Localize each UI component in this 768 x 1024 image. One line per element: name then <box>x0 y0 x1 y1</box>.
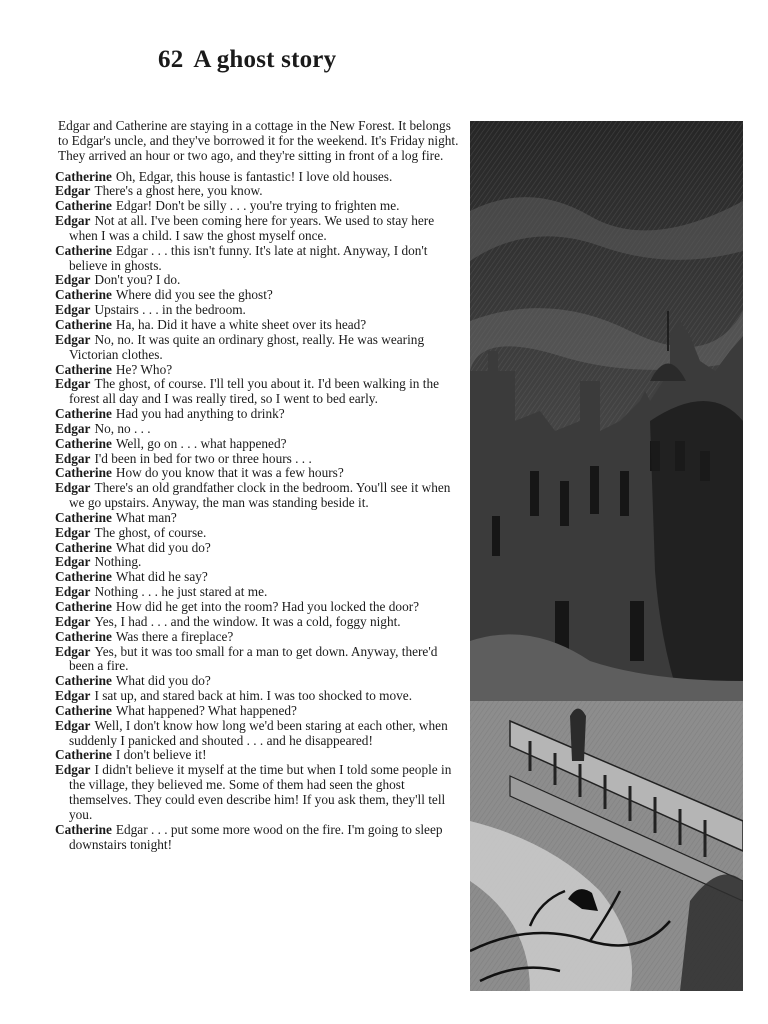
dialogue-line <box>55 244 463 274</box>
dialogue-line <box>55 719 463 749</box>
speaker-name: Edgar <box>55 302 91 318</box>
dialogue-line <box>55 645 463 675</box>
dialogue-line <box>55 511 463 526</box>
speaker-name: Catherine <box>55 361 112 377</box>
speaker-name: Edgar <box>55 688 91 704</box>
dialogue-line <box>55 466 463 481</box>
line-text: Not at all. I've been coming here for years. We used to stay here when I was a child. I saw the ghost myself once. <box>69 213 435 243</box>
speaker-name: Catherine <box>55 198 112 214</box>
line-text: Edgar! Don't be silly . . . you're trying to frighten me. <box>115 198 400 214</box>
line-text: There's an old grandfather clock in the bedroom. You'll see it when we go upstairs. Anyway, the man was standing beside it. <box>69 480 451 511</box>
line-text: No, no. It was quite an ordinary ghost, really. He was wearing Victorian clothes. <box>69 331 425 362</box>
speaker-name: Catherine <box>55 539 112 555</box>
dialogue-line <box>55 585 463 600</box>
speaker-name: Edgar <box>55 554 91 570</box>
dialogue-line <box>55 377 463 407</box>
dialogue-line <box>55 748 463 763</box>
line-text: No, no . . . <box>94 420 151 436</box>
line-text: Don't you? I do. <box>94 272 181 288</box>
engraving <box>470 121 743 991</box>
dialogue-line <box>55 437 463 452</box>
speaker-name: Catherine <box>55 569 112 585</box>
dialogue-line <box>55 184 463 199</box>
speaker-name: Catherine <box>55 287 112 303</box>
line-text: Yes, I had . . . and the window. It was a cold, foggy night. <box>94 613 401 629</box>
dialogue-line <box>55 704 463 719</box>
line-text: Edgar . . . put some more wood on the fire. I'm going to sleep downstairs tonight! <box>69 821 443 852</box>
dialogue-line <box>55 600 463 615</box>
line-text: Well, I don't know how long we'd been staring at each other, when suddenly I panicked and shouted . . . and he disappeared! <box>69 717 448 748</box>
dialogue-line <box>55 481 463 511</box>
speaker-name: Catherine <box>55 673 112 689</box>
speaker-name: Catherine <box>55 316 112 332</box>
speaker-name: Edgar <box>55 450 91 466</box>
dialogue-line <box>55 214 463 244</box>
dialogue-line <box>55 363 463 378</box>
dialogue-line <box>55 823 463 853</box>
page-title <box>158 46 336 74</box>
line-text: How do you know that it was a few hours? <box>115 465 344 481</box>
speaker-name: Edgar <box>55 376 91 392</box>
unit-title: A ghost story <box>193 46 337 73</box>
line-text: Had you had anything to drink? <box>115 406 285 422</box>
line-text: He? Who? <box>115 361 173 377</box>
speaker-name: Edgar <box>55 420 91 436</box>
speaker-name: Edgar <box>55 331 91 347</box>
speaker-name: Edgar <box>55 183 91 199</box>
speaker-name: Catherine <box>55 821 112 837</box>
line-text: I don't believe it! <box>115 747 207 763</box>
line-text: What did you do? <box>115 673 211 689</box>
speaker-name: Edgar <box>55 613 91 629</box>
speaker-name: Edgar <box>55 213 91 229</box>
dialogue-line <box>55 422 463 437</box>
line-text: Was there a fireplace? <box>115 628 234 644</box>
line-text: What happened? What happened? <box>115 702 297 718</box>
speaker-name: Catherine <box>55 435 112 451</box>
line-text: What man? <box>115 509 177 525</box>
line-text: I'd been in bed for two or three hours . . . <box>94 450 312 466</box>
dialogue-line <box>55 333 463 363</box>
speaker-name: Edgar <box>55 524 91 540</box>
unit-number: 62 <box>158 46 184 73</box>
speaker-name: Catherine <box>55 747 112 763</box>
intro-paragraph: Edgar and Catherine are staying in a cottage in the New Forest. It belongs to Edgar's uncle, and they've borrowed it for the weekend. It's Friday night. They arrived an hour or two ago, and they're sitting in front of a log fire. <box>58 118 459 163</box>
dialogue-line <box>55 555 463 570</box>
dialogue-line <box>55 615 463 630</box>
line-text: Upstairs . . . in the bedroom. <box>94 302 246 318</box>
speaker-name: Catherine <box>55 406 112 422</box>
line-text: Yes, but it was too small for a man to get down. Anyway, there'd been a fire. <box>69 643 438 674</box>
dialogue-line <box>55 763 463 822</box>
speaker-name: Edgar <box>55 272 91 288</box>
story-text <box>55 119 463 852</box>
dialogue <box>55 170 463 853</box>
speaker-name: Catherine <box>55 465 112 481</box>
dialogue-line <box>55 452 463 467</box>
dialogue-line <box>55 273 463 288</box>
line-text: Nothing . . . he just stared at me. <box>94 584 268 600</box>
dialogue-line <box>55 288 463 303</box>
speaker-name: Catherine <box>55 509 112 525</box>
line-text: Edgar . . . this isn't funny. It's late at night. Anyway, I don't believe in ghosts. <box>69 242 428 273</box>
speaker-name: Catherine <box>55 628 112 644</box>
line-text: The ghost, of course. <box>94 524 207 540</box>
dialogue-line <box>55 199 463 214</box>
dialogue-line <box>55 689 463 704</box>
line-text: What did he say? <box>115 569 208 585</box>
line-text: Oh, Edgar, this house is fantastic! I love old houses. <box>115 168 393 184</box>
ghost-house-illustration <box>470 121 743 991</box>
dialogue-line <box>55 407 463 422</box>
dialogue-line <box>55 674 463 689</box>
dialogue-line <box>55 630 463 645</box>
line-text: I didn't believe it myself at the time but when I told some people in the village, they believed me. Some of them had seen the ghost themselves. They could even describe him! If you ask them, they'll tell you. <box>69 762 452 822</box>
line-text: How did he get into the room? Had you locked the door? <box>115 599 420 614</box>
dialogue-line <box>55 170 463 185</box>
line-text: I sat up, and stared back at him. I was too shocked to move. <box>94 688 413 704</box>
line-text: The ghost, of course. I'll tell you about it. I'd been walking in the forest all day and I was really tired, so I went to bed early. <box>69 376 439 407</box>
speaker-name: Edgar <box>55 480 91 496</box>
line-text: Ha, ha. Did it have a white sheet over its head? <box>115 316 367 332</box>
dialogue-line <box>55 318 463 333</box>
speaker-name: Catherine <box>55 242 112 258</box>
speaker-name: Catherine <box>55 168 112 184</box>
dialogue-line <box>55 541 463 556</box>
dialogue-line <box>55 526 463 541</box>
speaker-name: Edgar <box>55 717 91 733</box>
dialogue-line <box>55 303 463 318</box>
line-text: What did you do? <box>115 539 211 555</box>
line-text: Well, go on . . . what happened? <box>115 435 287 451</box>
line-text: Nothing. <box>94 554 142 570</box>
line-text: Where did you see the ghost? <box>115 287 273 303</box>
dialogue-line <box>55 570 463 585</box>
speaker-name: Edgar <box>55 762 91 778</box>
speaker-name: Edgar <box>55 643 91 659</box>
speaker-name: Catherine <box>55 599 112 614</box>
line-text: There's a ghost here, you know. <box>94 183 263 199</box>
speaker-name: Edgar <box>55 584 91 600</box>
speaker-name: Catherine <box>55 702 112 718</box>
